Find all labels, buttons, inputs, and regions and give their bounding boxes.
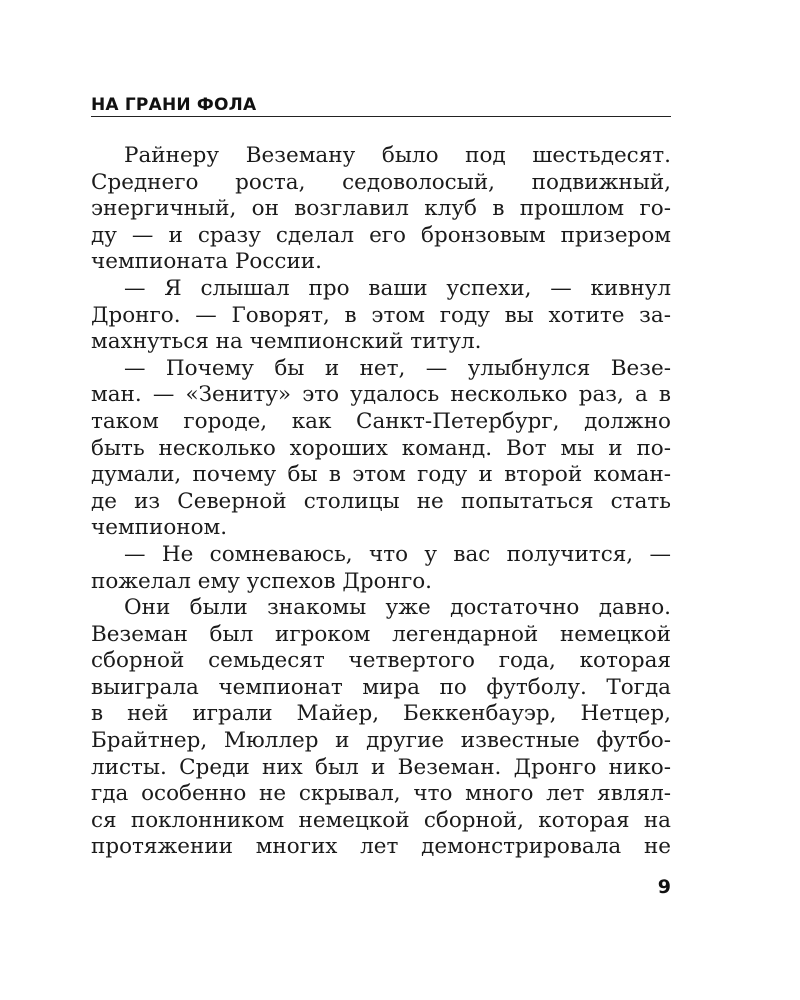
text-line: — Почему бы и нет, — улыбнулся Везе- — [124, 355, 671, 381]
text-line: — Я слышал про ваши успехи, — кивнул — [124, 275, 671, 301]
text-line: — Не сомневаюсь, что у вас получится, — — [124, 541, 671, 567]
text-line: в ней играли Майер, Беккенбауэр, Нетцер, — [91, 701, 671, 727]
page-number: 9 — [657, 876, 671, 898]
running-head-title: НА ГРАНИ ФОЛА — [91, 95, 257, 115]
text-line: махнуться на чемпионский титул. — [91, 329, 482, 355]
text-line: Они были знакомы уже достаточно давно. — [124, 595, 671, 621]
text-line: таком городе, как Санкт-Петербург, должно — [91, 408, 671, 434]
text-line: ман. — «Зениту» это удалось несколько раз, а в — [91, 382, 671, 408]
text-line: Среднего роста, седоволосый, подвижный, — [91, 169, 671, 195]
header-rule — [91, 116, 671, 117]
text-line: чемпионата России. — [91, 249, 322, 275]
text-line: ду — и сразу сделал его бронзовым призером — [91, 222, 671, 248]
text-line: де из Северной столицы не попытаться стать — [91, 488, 671, 514]
text-line: быть несколько хороших команд. Вот мы и по- — [91, 435, 671, 461]
text-line: гда особенно не скрывал, что много лет являл- — [91, 781, 671, 807]
text-line: сборной семьдесят четвертого года, которая — [91, 648, 671, 674]
text-line: думали, почему бы в этом году и второй коман- — [91, 462, 671, 488]
text-line: Райнеру Веземану было под шестьдесят. — [124, 143, 671, 168]
text-line: листы. Среди них был и Веземан. Дронго нико- — [91, 754, 671, 780]
body-text — [91, 143, 671, 861]
text-line: выиграла чемпионат мира по футболу. Тогда — [91, 674, 671, 700]
text-line: ся поклонником немецкой сборной, которая на — [91, 807, 671, 833]
text-line: Дронго. — Говорят, в этом году вы хотите за- — [91, 302, 671, 328]
text-line: пожелал ему успехов Дронго. — [91, 568, 432, 594]
text-line: чемпионом. — [91, 515, 228, 541]
text-line: протяжении многих лет демонстрировала не — [91, 834, 671, 860]
text-line: Веземан был игроком легендарной немецкой — [91, 621, 671, 647]
text-line: Брайтнер, Мюллер и другие известные футбо- — [91, 728, 671, 754]
text-line: энергичный, он возглавил клуб в прошлом го- — [91, 196, 671, 222]
